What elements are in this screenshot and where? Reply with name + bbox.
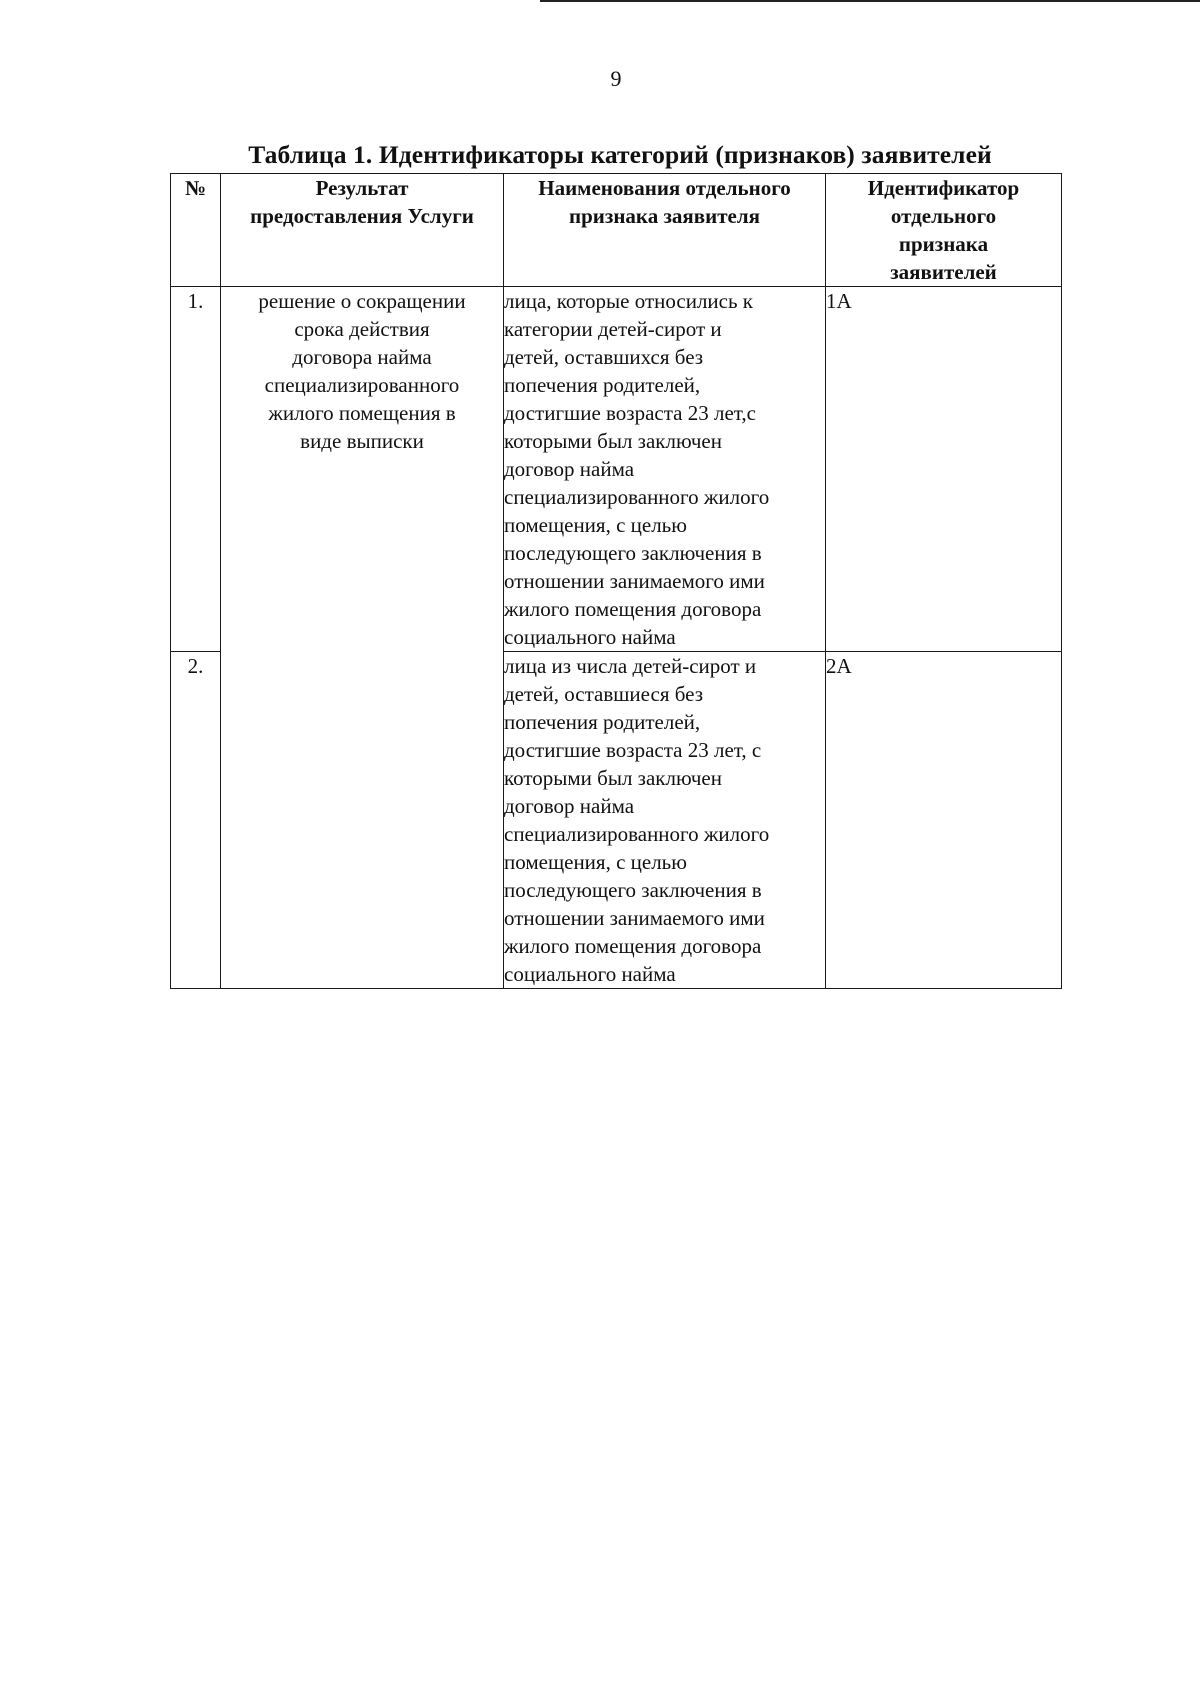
attribute-line: договор найма <box>504 457 635 481</box>
identifier-cell: 1А <box>826 287 1062 652</box>
row-number: 2. <box>171 652 221 989</box>
header-number: № <box>171 174 221 287</box>
attribute-line: договор найма <box>504 794 635 818</box>
attribute-line: попечения родителей, <box>504 710 701 734</box>
attribute-line: специализированного жилого <box>504 485 770 509</box>
attribute-line: лица, которые относились к <box>504 289 754 313</box>
header-result-line: Результат <box>315 176 409 200</box>
attribute-line: жилого помещения договора <box>504 934 762 958</box>
header-identifier-line: Идентификатор <box>867 176 1020 200</box>
attribute-line: достигшие возраста 23 лет, с <box>504 738 762 762</box>
attribute-line: детей, оставшихся без <box>504 345 704 369</box>
attribute-name-cell <box>504 287 826 652</box>
attribute-line: лица из числа детей-сирот и <box>504 654 757 678</box>
attribute-line: попечения родителей, <box>504 373 701 397</box>
header-identifier-line: заявителей <box>890 260 997 284</box>
attribute-line: детей, оставшиеся без <box>504 682 704 706</box>
header-attribute-name <box>504 174 826 287</box>
result-line: договора найма <box>292 345 432 369</box>
header-identifier-line: отдельного <box>890 204 997 228</box>
header-identifier <box>826 174 1062 287</box>
attribute-line: которыми был заключен <box>504 766 722 790</box>
top-edge-rule <box>540 0 1200 2</box>
header-result <box>221 174 504 287</box>
attribute-line: которыми был заключен <box>504 429 722 453</box>
attribute-line: категории детей-сирот и <box>504 317 722 341</box>
header-name-line: Наименования отдельного <box>538 176 791 200</box>
result-line: решение о сокращении <box>258 289 466 313</box>
result-line: виде выписки <box>300 429 424 453</box>
header-identifier-line: признака <box>898 232 989 256</box>
header-result-line: предоставления Услуги <box>250 204 474 228</box>
attribute-line: специализированного жилого <box>504 822 770 846</box>
attribute-line: социального найма <box>504 962 676 986</box>
attribute-line: последующего заключения в <box>504 878 762 902</box>
attribute-line: помещения, с целью <box>504 513 687 537</box>
attribute-line: достигшие возраста 23 лет,с <box>504 401 756 425</box>
attribute-line: социального найма <box>504 625 676 649</box>
table-row <box>171 287 1062 652</box>
attribute-line: жилого помещения договора <box>504 597 762 621</box>
attribute-line: последующего заключения в <box>504 541 762 565</box>
applicant-categories-table <box>170 173 1062 989</box>
result-line: срока действия <box>294 317 430 341</box>
attribute-line: помещения, с целью <box>504 850 687 874</box>
header-name-line: признака заявителя <box>569 204 760 228</box>
result-cell <box>221 287 504 989</box>
result-line: специализированного <box>264 373 460 397</box>
table-title: Таблица 1. Идентификаторы категорий (признаков) заявителей <box>248 140 992 169</box>
table-header-row <box>171 174 1062 287</box>
attribute-line: отношении занимаемого ими <box>504 569 765 593</box>
attribute-name-cell <box>504 652 826 989</box>
attribute-line: отношении занимаемого ими <box>504 906 765 930</box>
page-number: 9 <box>610 66 622 91</box>
row-number: 1. <box>171 287 221 652</box>
identifier-cell: 2А <box>826 652 1062 989</box>
result-line: жилого помещения в <box>268 401 456 425</box>
